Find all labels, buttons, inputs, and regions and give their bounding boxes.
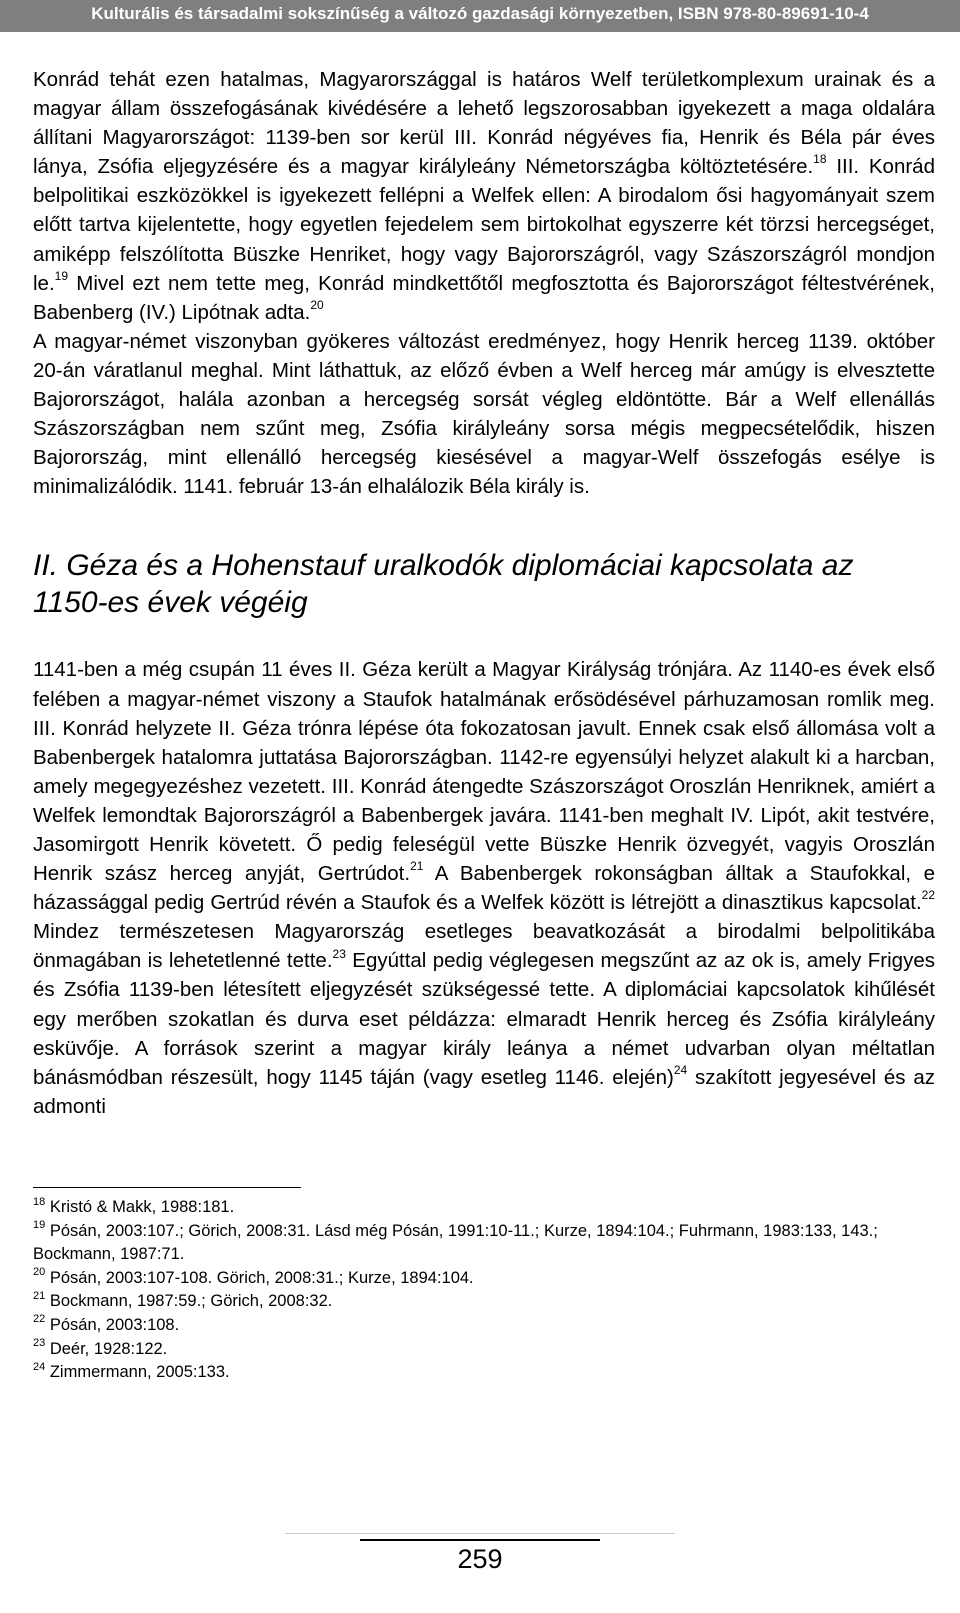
footnote-number: 23 bbox=[33, 1337, 46, 1350]
footnote-number: 19 bbox=[33, 1219, 46, 1232]
paragraph-text: Mindez természetesen Magyarország esetleges beavatkozását a birodalmi belpolitikába önmagában is lehetetlenné tette. bbox=[33, 920, 935, 973]
footnote-number: 18 bbox=[33, 1195, 46, 1208]
footnote bbox=[33, 1361, 935, 1385]
body-paragraph-3 bbox=[33, 655, 935, 1121]
footnote-ref[interactable]: 19 bbox=[54, 268, 69, 283]
footnote-text: Bockmann, 1987:59.; Görich, 2008:32. bbox=[45, 1292, 333, 1311]
paragraph-text: Egyúttal pedig véglegesen megszűnt az az ok is, amely Frigyes és Zsófia 1139-ben létesített eljegyzését szükségessé tette. A diplomáciai kapcsolatok kihűlését egy merőben szokatlan és durva eset példázza: elmaradt Henrik herceg és Zsófia királyleány esküvője. A források szerint a magyar király leánya a német udvarban olyan méltatlan bánásmódban részesült, hogy 1145 táján (vagy esetleg 1146. elején) bbox=[33, 949, 935, 1089]
footnote bbox=[33, 1196, 935, 1220]
footnote-text: Deér, 1928:122. bbox=[45, 1339, 168, 1358]
footnote bbox=[33, 1290, 935, 1314]
paragraph-text: Mivel ezt nem tette meg, Konrád mindkettőtől megfosztotta és Bajorországot féltestvérének, Babenberg (IV.) Lipótnak adta. bbox=[33, 271, 935, 324]
header-title: Kulturális és társadalmi sokszínűség a változó gazdasági környezetben, ISBN 978-80-89691-10-4 bbox=[91, 4, 869, 23]
page-body bbox=[33, 65, 935, 1121]
page-number: 259 bbox=[457, 1544, 503, 1574]
body-paragraph-1 bbox=[33, 65, 935, 327]
paragraph-text: A Babenbergek rokonságban álltak a Staufokkal, e házassággal pedig Gertrúd révén a Staufok és a Welfek között is létrejött a dinasztikus kapcsolat. bbox=[33, 862, 935, 915]
footer-divider bbox=[360, 1539, 600, 1541]
footnote-ref[interactable]: 20 bbox=[310, 297, 324, 312]
footnote-number: 21 bbox=[33, 1289, 46, 1302]
footnote-text: Pósán, 2003:107.; Görich, 2008:31. Lásd még Pósán, 1991:10-11.; Kurze, 1894:104.; Fuhrmann, 1983:133, 143.; Bockmann, 1987:71. bbox=[33, 1221, 878, 1264]
footnote-text: Kristó & Makk, 1988:181. bbox=[45, 1198, 235, 1216]
footnote-ref[interactable]: 18 bbox=[813, 152, 827, 167]
footnote bbox=[33, 1314, 935, 1338]
footnote-ref[interactable]: 21 bbox=[410, 859, 424, 874]
paragraph-text: 1141-ben a még csupán 11 éves II. Géza került a Magyar Királyság trónjára. Az 1140-es évek első felében a magyar-német viszony a Staufok hatalmának erősödésével párhuzamosan romlik meg. III. Konrád helyzete II. Géza trónra lépése óta fokozatosan javult. Ennek csak első állomása volt a Babenbergek hatalomra juttatása Bajorországban. 1142-re egyensúlyi helyzet alakult ki a harcban, amely megegyezéshez vezetett. III. Konrád átengedte Szászországot Oroszlán Henriknek, amiért a Welfek lemondtak Bajorországról a Babenbergek javára. 1141-ben meghalt IV. Lipót, akit testvére, Jasomirgott Henrik követett. Ő pedig feleségül vette Büszke Henrik özvegyét, vagyis Oroszlán Henrik szász herceg anyját, Gertrúdot. bbox=[33, 658, 935, 886]
footnote-number: 22 bbox=[33, 1313, 46, 1326]
body-paragraph-2 bbox=[33, 327, 935, 502]
footnote-separator bbox=[33, 1187, 301, 1188]
footnote-number: 20 bbox=[33, 1266, 46, 1279]
footnotes bbox=[33, 1196, 935, 1385]
footnote-text: Pósán, 2003:107-108. Görich, 2008:31.; Kurze, 1894:104. bbox=[45, 1268, 474, 1287]
footnote-number: 24 bbox=[33, 1360, 46, 1373]
page-header bbox=[0, 0, 960, 32]
footnote-ref[interactable]: 23 bbox=[332, 946, 346, 961]
footnote-ref[interactable]: 24 bbox=[673, 1062, 688, 1077]
footnote bbox=[33, 1267, 935, 1291]
paragraph-text: A magyar-német viszonyban gyökeres változást eredményez, hogy Henrik herceg 1139. október 20-án váratlanul meghal. Mint láthattuk, az előző évben a Welf herceg már amúgy is elvesztette Bajorországot, halála azonban a hercegség sorsát végleg eldöntötte. Bár a Welf ellenállás Szászországban nem szűnt meg, Zsófia királyleány sorsa mégis megpecsételődik, hiszen Bajorország, mint ellenálló hercegség kiesésével a magyar-Welf összefogás esélye is minimalizálódik. 1141. február 13-án elhalálozik Béla király is. bbox=[33, 329, 935, 499]
footnote-text: Zimmermann, 2005:133. bbox=[45, 1363, 230, 1382]
footnote bbox=[33, 1338, 935, 1362]
section-heading: II. Géza és a Hohenstauf uralkodók diplomáciai kapcsolata az 1150-es évek végéig bbox=[33, 549, 854, 620]
footnote-text: Pósán, 2003:108. bbox=[45, 1315, 180, 1334]
footer-divider-light bbox=[285, 1533, 675, 1534]
footnote bbox=[33, 1220, 935, 1267]
paragraph-text: III. Konrád belpolitikai eszközökkel is igyekezett fellépni a Welfek ellen: A birodalom ősi hagyományait szem előtt tartva kijelentette, hogy egyetlen fejedelem sem birtokolhat egyszerre két törzsi hercegséget, amiképp felszólította Büszke Henriket, hogy vagy Bajorországról, vagy Szászországról mondjon le. bbox=[33, 155, 935, 295]
footnote-ref[interactable]: 22 bbox=[921, 888, 935, 903]
paragraph-text: Konrád tehát ezen hatalmas, Magyarországgal is határos Welf területkomplexum urainak és a magyar állam összefogásának kivédésére a lehető legszorosabban igyekezett a maga oldalára állítani Magyarországot: 1139-ben sor kerül III. Konrád négyéves fia, Henrik és Béla pár éves lánya, Zsófia eljegyzésére és a magyar királyleány Németországba költöztetésére. bbox=[33, 68, 935, 179]
paragraph-text: szakított jegyesével és az admonti bbox=[33, 1065, 935, 1118]
